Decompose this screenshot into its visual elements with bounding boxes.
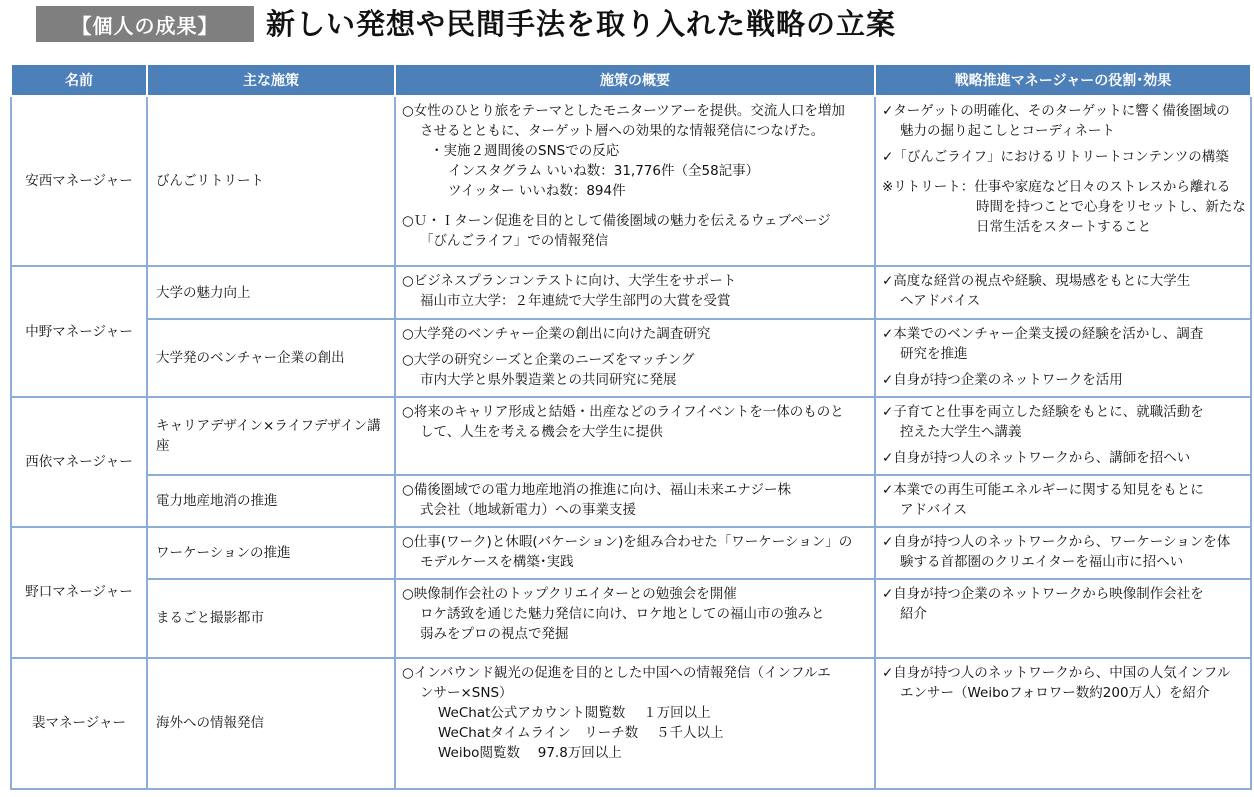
- section-badge: 【個人の成果】: [36, 6, 254, 42]
- overview-line: WeChatタイムライン リーチ数 ５千人以上: [438, 724, 724, 741]
- effect-line: ✓本業でのベンチャー企業支援の経験を活かし、調査: [882, 325, 1204, 342]
- manager-effect: [875, 266, 1251, 318]
- overview-line: ○インバウンド観光の促進を目的とした中国への情報発信（インフルエ: [402, 664, 831, 681]
- header: [0, 0, 1254, 58]
- effect-line: 研究を推進: [900, 345, 968, 362]
- effect-line: ✓「びんごライフ」におけるリトリートコンテンツの構築: [882, 149, 1229, 165]
- overview-line: 弱みをプロの視点で発掘: [420, 626, 569, 643]
- overview-line: WeChat公式アカウント閲覧数 １万回以上: [438, 704, 711, 721]
- manager-effect: [875, 475, 1251, 527]
- effect-line: 紹介: [900, 606, 927, 623]
- effect-line: エンサー（Weiboフォロワー数約200万人）を紹介: [900, 684, 1210, 701]
- overview-line: ○大学発のベンチャー企業の創出に向けた調査研究: [402, 325, 711, 342]
- overview-line: ・実施２週間後のSNSでの反応: [430, 143, 620, 159]
- effect-line: ✓自身が持つ人のネットワークから、ワーケーションを体: [882, 534, 1231, 551]
- effect-line: ✓ターゲットの明確化、そのターゲットに響く備後圏域の: [882, 103, 1230, 119]
- measure-title: 大学の魅力向上: [147, 266, 395, 318]
- column-header-measure: 主な施策: [147, 64, 395, 96]
- table-row: [11, 96, 1251, 266]
- measure-overview: [395, 397, 875, 475]
- measure-title: 電力地産地消の推進: [147, 475, 395, 527]
- overview-line: インスタグラム いいね数：31,776件（全58記事）: [448, 163, 760, 179]
- table-row: [11, 527, 1251, 579]
- table-row: [11, 397, 1251, 475]
- manager-effect: [875, 527, 1251, 579]
- effect-line: ✓自身が持つ人のネットワークから、中国の人気インフル: [882, 664, 1231, 681]
- effect-line: アドバイス: [900, 502, 968, 519]
- effect-line: 魅力の掘り起こしとコーディネート: [900, 123, 1115, 139]
- effect-line: ✓自身が持つ企業のネットワークを活用: [882, 371, 1123, 388]
- column-header-name: 名前: [11, 64, 147, 96]
- measure-title: ワーケーションの推進: [147, 527, 395, 579]
- overview-line: 式会社（地域新電力）への事業支援: [420, 502, 636, 519]
- overview-line: して、人生を考える機会を大学生に提供: [420, 423, 663, 440]
- column-header-overview: 施策の概要: [395, 64, 875, 96]
- overview-line: ○将来のキャリア形成と結婚・出産などのライフイベントを一体のものと: [402, 403, 844, 420]
- measure-overview: [395, 319, 875, 397]
- overview-line: ○仕事(ワーク)と休暇(バケーション)を組み合わせた「ワーケーション」の: [402, 534, 853, 551]
- page-title: 新しい発想や民間手法を取り入れた戦略の立案: [266, 7, 897, 41]
- results-table: [10, 63, 1252, 790]
- manager-effect: [875, 658, 1251, 789]
- effect-line: 控えた大学生へ講義: [900, 423, 1022, 440]
- effect-line: ✓本業での再生可能エネルギーに関する知見をもとに: [882, 482, 1204, 499]
- table-row: [11, 658, 1251, 789]
- effect-note-line: 日常生活をスタートすること: [976, 219, 1152, 235]
- manager-name: 安西マネージャー: [11, 96, 147, 266]
- measure-title: まるごと撮影都市: [147, 579, 395, 657]
- table-row: [11, 475, 1251, 527]
- measure-title: 海外への情報発信: [147, 658, 395, 789]
- manager-effect: [875, 319, 1251, 397]
- overview-line: させるとともに、ターゲット層への効果的な情報発信につなげた。: [420, 123, 825, 139]
- measure-title: 大学発のベンチャー企業の創出: [147, 319, 395, 397]
- column-header-effect: 戦略推進マネージャーの役割･効果: [875, 64, 1251, 96]
- manager-name: 中野マネージャー: [11, 266, 147, 396]
- overview-line: ○大学の研究シーズと企業のニーズをマッチング: [402, 351, 695, 368]
- overview-line: 「びんごライフ」での情報発信: [420, 233, 609, 249]
- overview-line: 福山市立大学：２年連続で大学生部門の大賞を受賞: [420, 293, 731, 310]
- measure-overview: [395, 475, 875, 527]
- overview-line: ツイッター いいね数：894件: [448, 183, 626, 199]
- table-header-row: [11, 64, 1251, 96]
- measure-overview: [395, 527, 875, 579]
- overview-line: ○Ｕ・Ｉターン促進を目的として備後圏域の魅力を伝えるウェブページ: [402, 213, 831, 229]
- overview-line: ○ビジネスプランコンテストに向け、大学生をサポート: [402, 273, 737, 290]
- effect-line: ✓子育てと仕事を両立した経験をもとに、就職活動を: [882, 403, 1204, 420]
- effect-line: ✓高度な経営の視点や経験、現場感をもとに大学生: [882, 273, 1191, 290]
- effect-line: へアドバイス: [900, 293, 981, 310]
- measure-title: キャリアデザイン×ライフデザイン講座: [147, 397, 395, 475]
- overview-line: 市内大学と県外製造業との共同研究に発展: [420, 371, 677, 388]
- effect-line: 験する首都圏のクリエイターを福山市に招へい: [900, 554, 1184, 571]
- overview-line: ロケ誘致を通じた魅力発信に向け、ロケ地としての福山市の強みと: [420, 606, 825, 623]
- overview-line: ○映像制作会社のトップクリエイターとの勉強会を開催: [402, 586, 737, 603]
- measure-overview: [395, 579, 875, 657]
- effect-note-line: 時間を持つことで心身をリセットし、新たな: [976, 199, 1246, 215]
- table-row: [11, 319, 1251, 397]
- measure-overview: [395, 96, 875, 266]
- overview-line: モデルケースを構築･実践: [420, 554, 574, 571]
- manager-name: 裴マネージャー: [11, 658, 147, 789]
- overview-line: ○女性のひとり旅をテーマとしたモニターツアーを提供。交流人口を増加: [402, 103, 845, 119]
- table-row: [11, 266, 1251, 318]
- table-row: [11, 579, 1251, 657]
- measure-overview: [395, 266, 875, 318]
- manager-name: 西依マネージャー: [11, 397, 147, 527]
- manager-name: 野口マネージャー: [11, 527, 147, 657]
- overview-line: Weibo閲覧数 97.8万回以上: [438, 744, 622, 761]
- effect-line: ✓自身が持つ企業のネットワークから映像制作会社を: [882, 586, 1204, 603]
- manager-effect: [875, 96, 1251, 266]
- effect-line: ✓自身が持つ人のネットワークから、講師を招へい: [882, 449, 1191, 466]
- overview-line: ○備後圏域での電力地産地消の推進に向け、福山未来エナジー株: [402, 482, 791, 499]
- effect-note-line: ※リトリート：仕事や家庭など日々のストレスから離れる: [882, 179, 1231, 195]
- measure-title: びんごリトリート: [147, 96, 395, 266]
- measure-overview: [395, 658, 875, 789]
- manager-effect: [875, 579, 1251, 657]
- manager-effect: [875, 397, 1251, 475]
- overview-line: ンサー×SNS）: [420, 684, 513, 701]
